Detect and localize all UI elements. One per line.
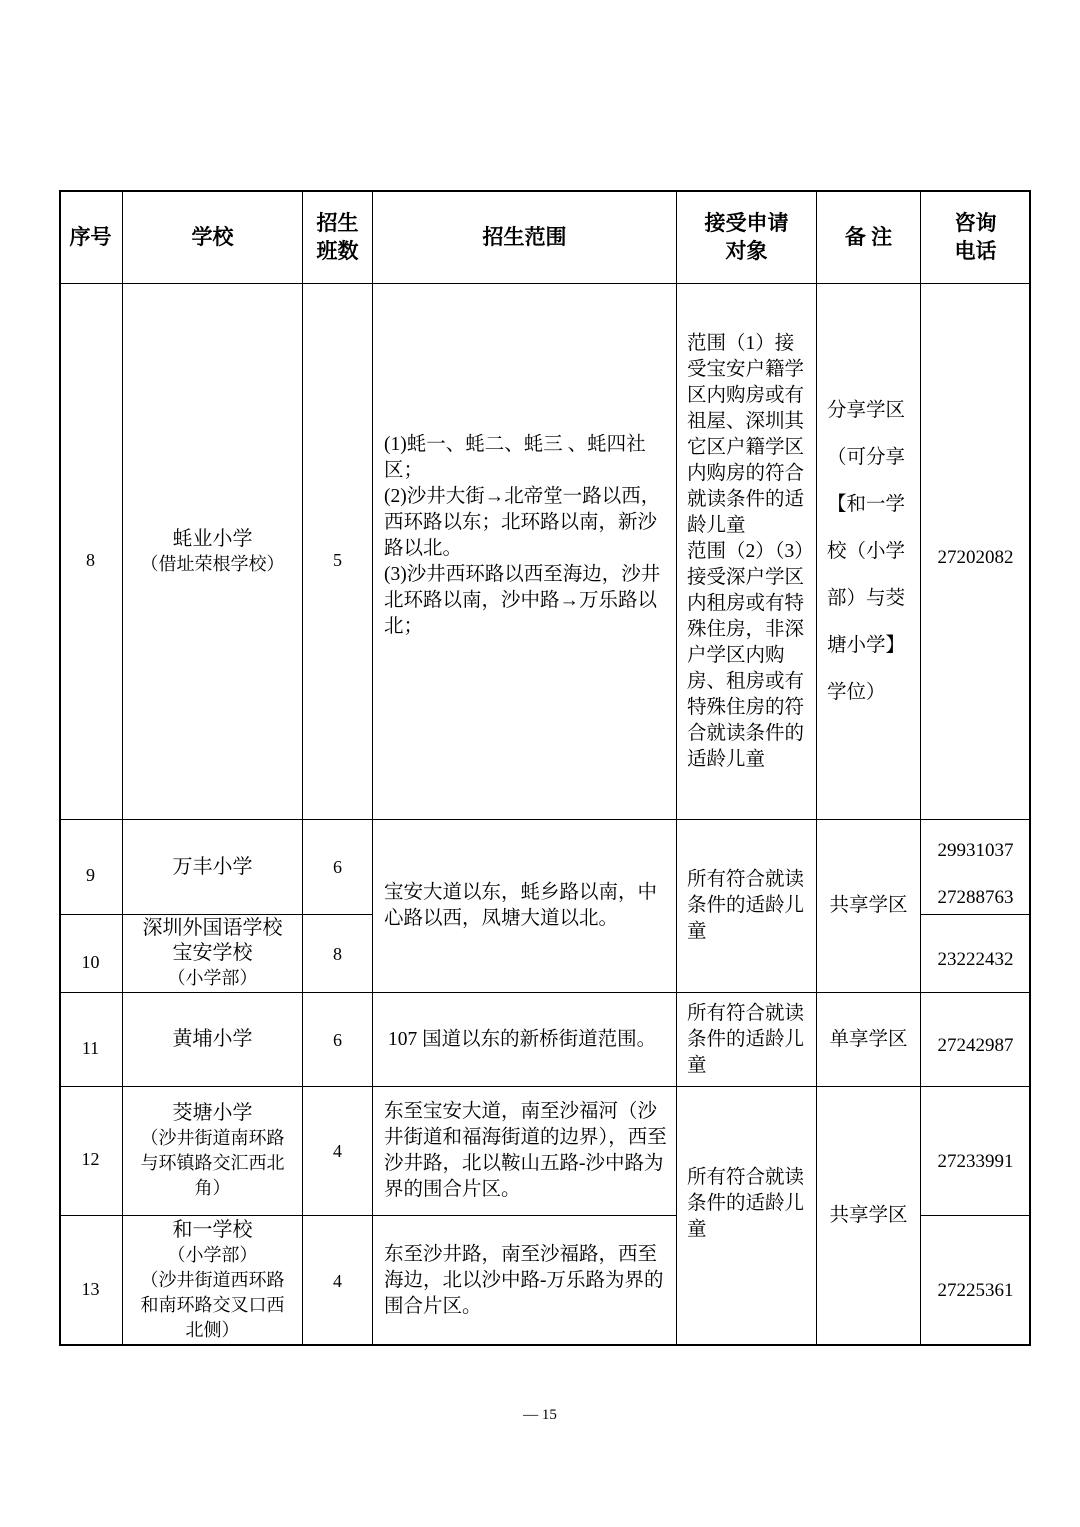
target-item: 所有符合就读条件的适龄儿童 [687, 1167, 805, 1240]
row-8-phone-cell [921, 284, 1031, 820]
class-count: 6 [333, 857, 342, 877]
school-name: 深圳外国语学校 [142, 917, 283, 939]
row-8-target-cell [677, 284, 817, 820]
row-11-remark-cell [817, 993, 921, 1087]
class-count: 5 [333, 549, 342, 570]
phone-number: 27233991 [937, 1150, 1014, 1172]
row-12-13-remark-cell [817, 1087, 921, 1346]
school-name: 蚝业小学 [172, 527, 253, 550]
phone-number: 27202082 [937, 547, 1014, 568]
remark-text: 共享学区 [829, 1205, 908, 1226]
school-name: 黄埔小学 [172, 1028, 253, 1050]
range-item: 东至宝安大道，南至沙福河（沙井街道和福海街道的边界），西至沙井路，北以鞍山五路-沙中路为界的围合片区。 [384, 1101, 667, 1200]
row-12-range-cell [373, 1087, 677, 1216]
header-phone-label-line2: 电话 [954, 238, 997, 263]
school-note: （小学部） [167, 1245, 258, 1265]
range-item: 宝安大道以东，蚝乡路以南，中心路以西，凤塘大道以北。 [384, 882, 658, 929]
row-number: 12 [81, 1149, 100, 1169]
row-12-school-cell [123, 1087, 303, 1216]
row-8-remark-cell [817, 284, 921, 820]
row-11-range-cell [373, 993, 677, 1087]
row-number: 11 [81, 1037, 100, 1058]
row-10-number-cell [59, 915, 123, 993]
header-classes-label-line2: 班数 [316, 238, 359, 263]
row-11-number-cell [59, 993, 123, 1087]
row-11-phone-cell [921, 993, 1031, 1087]
row-13-range-cell [373, 1216, 677, 1346]
row-9-10-range-cell [373, 820, 677, 993]
target-item: 所有符合就读条件的适龄儿童 [687, 869, 805, 942]
header-classes-label-line1: 招生 [316, 210, 359, 235]
row-8-number-cell [59, 284, 123, 820]
row-10-classes-cell [303, 915, 373, 993]
header-target-cell [677, 190, 817, 284]
header-phone-label-line1: 咨询 [954, 210, 997, 235]
header-school-label: 学校 [191, 224, 234, 249]
school-location-note: （沙井街道西环路和南环路交叉口西北侧） [140, 1270, 285, 1340]
header-number-label: 序号 [69, 224, 112, 249]
class-count: 6 [333, 1029, 342, 1050]
enrollment-table [59, 190, 1031, 1346]
phone-number: 29931037 [937, 840, 1014, 861]
header-remark-label: 备 注 [844, 224, 893, 249]
header-school-cell [123, 190, 303, 284]
row-12-13-target-cell [677, 1087, 817, 1346]
phone-number: 27242987 [937, 1035, 1014, 1056]
row-13-classes-cell [303, 1216, 373, 1346]
row-11-school-cell [123, 993, 303, 1087]
range-item: (1)蚝一、蚝二、蚝三 、蚝四社区； [384, 433, 646, 481]
school-note: （沙井街道南环路与环镇路交汇西北角） [140, 1128, 285, 1198]
row-9-10-remark-cell [817, 820, 921, 993]
phone-number: 27225361 [937, 1280, 1014, 1301]
remark-text: 单享学区 [829, 1028, 908, 1050]
target-item: 范围（1）接受宝安户籍学区内购房或有祖屋、深圳其它区户籍学区内购房的符合就读条件的适龄儿童 [687, 332, 805, 536]
class-count: 4 [333, 1141, 342, 1161]
range-item: 107 国道以东的新桥街道范围。 [388, 1028, 657, 1050]
row-8-school-cell [123, 284, 303, 820]
class-count: 4 [333, 1270, 342, 1291]
class-count: 8 [333, 943, 342, 964]
row-11-classes-cell [303, 993, 373, 1087]
phone-number: 23222432 [937, 949, 1014, 970]
range-item: (2)沙井大街→北帝堂一路以西，西环路以东；北环路以南，新沙路以北。 [384, 485, 661, 559]
header-phone-cell [921, 190, 1031, 284]
header-range-label: 招生范围 [482, 224, 567, 249]
row-9-number-cell [59, 820, 123, 915]
remark-text: 共享学区 [829, 895, 908, 916]
header-target-label-line1: 接受申请 [704, 210, 789, 235]
row-11-target-cell [677, 993, 817, 1087]
school-name: 茭塘小学 [172, 1102, 253, 1124]
range-item: (3)沙井西环路以西至海边，沙井北环路以南，沙中路→万乐路以北； [384, 563, 661, 637]
range-item: 东至沙井路，南至沙福路，西至海边，北以沙中路-万乐路为界的围合片区。 [384, 1243, 664, 1317]
school-note: （小学部） [167, 968, 258, 988]
row-10-phone-cell [921, 915, 1031, 993]
phone-number: 27288763 [937, 887, 1014, 908]
header-remark-cell [817, 190, 921, 284]
page-number: — 15 [523, 1407, 557, 1423]
row-13-school-cell [123, 1216, 303, 1346]
row-12-phone-cell [921, 1087, 1031, 1216]
school-note: （借址荣根学校） [140, 553, 285, 574]
row-8-classes-cell [303, 284, 373, 820]
school-name: 万丰小学 [172, 855, 253, 878]
row-9-classes-cell [303, 820, 373, 915]
row-9-phone-cell [921, 820, 1031, 915]
row-9-10-target-cell [677, 820, 817, 993]
header-target-label-line2: 对象 [725, 238, 768, 263]
row-10-school-cell [123, 915, 303, 993]
target-item: 范围（2）（3）接受深户学区内租房或有特殊住房，非深户学区内购房、租房或有特殊住房的符合就读条件的适龄儿童 [687, 540, 805, 770]
target-item: 所有符合就读条件的适龄儿童 [687, 1002, 805, 1076]
row-13-number-cell [59, 1216, 123, 1346]
row-12-number-cell [59, 1087, 123, 1216]
header-number-cell [59, 190, 123, 284]
school-name: 和一学校 [172, 1219, 253, 1241]
row-13-phone-cell [921, 1216, 1031, 1346]
row-8-range-cell [373, 284, 677, 820]
row-12-classes-cell [303, 1087, 373, 1216]
school-name-line2: 宝安学校 [172, 942, 253, 964]
row-number: 8 [86, 549, 95, 570]
row-number: 10 [81, 951, 100, 972]
row-number: 13 [81, 1278, 100, 1299]
remark-text: 分享学区（可分享【和一学校（小学部）与茭塘小学】学位） [827, 400, 906, 703]
row-9-school-cell [123, 820, 303, 915]
header-range-cell [373, 190, 677, 284]
row-number: 9 [86, 865, 95, 885]
header-classes-cell [303, 190, 373, 284]
